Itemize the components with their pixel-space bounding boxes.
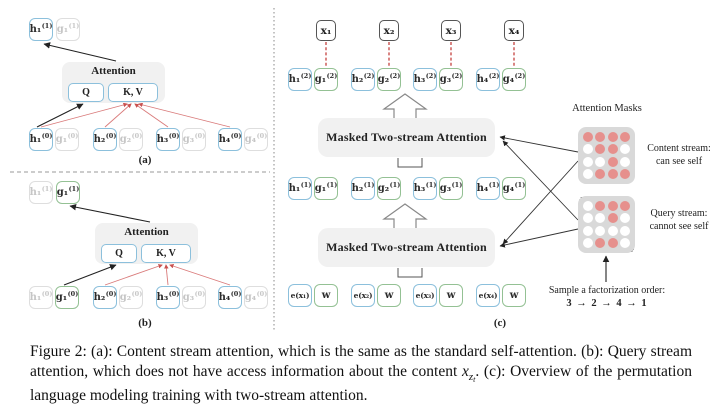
- mask-cell-blocked: [595, 226, 605, 236]
- node-h4-layer0-b: h₄ (0): [218, 286, 242, 309]
- mask-cell-attend: [608, 238, 618, 248]
- node-g3-layer2-c: g₃ (2): [439, 68, 463, 91]
- panel-c-label: (c): [493, 317, 507, 329]
- caption-math-x-zt: $x_{z_t}$: [461, 363, 476, 385]
- node-h4-layer1-c: h₄ (1): [476, 177, 500, 200]
- mask-cell-attend: [608, 157, 618, 167]
- mask-cell-blocked: [583, 169, 593, 179]
- node-h1-layer1-b: h₁ (1): [29, 181, 53, 204]
- mask-cell-blocked: [620, 238, 630, 248]
- node-h1-layer1-a: h₁ (1): [29, 18, 53, 41]
- attention-label-a: Attention: [91, 65, 136, 77]
- node-h3-layer0-a: h₃ (0): [156, 128, 180, 151]
- node-g1-layer2-c: g₁ (2): [314, 68, 338, 91]
- mask-cell-blocked: [620, 226, 630, 236]
- node-g3-layer0-a: g₃ (0): [182, 128, 206, 151]
- node-g2-layer0-a: g₂ (0): [119, 128, 143, 151]
- node-g4-layer0-b: g₄ (0): [244, 286, 268, 309]
- node-h4-layer2-c: h₄ (2): [476, 68, 500, 91]
- node-g1-layer0-b: g₁ (0): [55, 286, 79, 309]
- mask-cell-attend: [583, 132, 593, 142]
- node-h1-layer1-c: h₁ (1): [288, 177, 312, 200]
- node-h2-layer0-a: h₂ (0): [93, 128, 117, 151]
- panel-c-prediction-links: [326, 42, 514, 67]
- content-stream-mask: [578, 127, 635, 184]
- query-stream-mask: [578, 196, 635, 253]
- node-g2-layer1-c: g₂ (1): [377, 177, 401, 200]
- query-box-b: Q: [101, 244, 137, 263]
- node-g2-layer2-c: g₂ (2): [377, 68, 401, 91]
- mask-cell-attend: [595, 201, 605, 211]
- node-h2-layer2-c: h₂ (2): [351, 68, 375, 91]
- masked-two-stream-attention-lower: Masked Two-stream Attention: [318, 228, 495, 267]
- embedding-e-x2: e(x₂): [351, 284, 375, 307]
- node-g4-layer1-c: g₄ (1): [502, 177, 526, 200]
- weight-w-3: w: [439, 284, 463, 307]
- embedding-e-x3: e(x₃): [413, 284, 437, 307]
- mask-cell-blocked: [583, 213, 593, 223]
- mask-cell-attend: [595, 132, 605, 142]
- mask-cell-attend: [608, 132, 618, 142]
- mask-cell-blocked: [620, 157, 630, 167]
- node-h2-layer0-b: h₂ (0): [93, 286, 117, 309]
- mask-cell-attend: [608, 201, 618, 211]
- mask-cell-attend: [595, 169, 605, 179]
- node-g1-layer1-c: g₁ (1): [314, 177, 338, 200]
- figure-caption: [30, 342, 692, 406]
- mask-cell-blocked: [583, 238, 593, 248]
- node-h1-layer2-c: h₁ (2): [288, 68, 312, 91]
- factorization-order-note: Sample a factorization order: 3 → 2 → 4 → 1: [548, 285, 666, 309]
- node-h1-layer0-b: h₁ (0): [29, 286, 53, 309]
- node-h3-layer0-b: h₃ (0): [156, 286, 180, 309]
- mask-cell-blocked: [620, 144, 630, 154]
- attention-label-b: Attention: [124, 226, 169, 238]
- node-g4-layer0-a: g₄ (0): [244, 128, 268, 151]
- embedding-e-x4: e(x₄): [476, 284, 500, 307]
- token-x2: x₂: [379, 20, 399, 41]
- mask-cell-attend: [608, 144, 618, 154]
- panel-b-label: (b): [138, 317, 152, 329]
- node-h3-layer1-c: h₃ (1): [413, 177, 437, 200]
- mask-cell-blocked: [595, 213, 605, 223]
- mask-cell-blocked: [620, 213, 630, 223]
- token-x3: x₃: [441, 20, 461, 41]
- query-stream-mask-label: Query stream: cannot see self: [649, 208, 709, 232]
- node-g3-layer1-c: g₃ (1): [439, 177, 463, 200]
- panel-dividers: [10, 8, 274, 331]
- mask-cell-blocked: [583, 144, 593, 154]
- query-box-a: Q: [68, 83, 104, 102]
- mask-cell-blocked: [583, 157, 593, 167]
- mask-cell-attend: [620, 169, 630, 179]
- node-g4-layer2-c: g₄ (2): [502, 68, 526, 91]
- mask-cell-attend: [595, 238, 605, 248]
- caption-text-1: Figure 2: (a): Content stream attention, which is the same as the standard self-attention. (b): Query stream attention, which does not have access information about the content: [30, 343, 692, 381]
- caption-text-2: . (c): Overview of the permutation language modeling training with two-stream attention.: [30, 363, 692, 404]
- weight-w-2: w: [377, 284, 401, 307]
- attention-masks-title: Attention Masks: [572, 103, 642, 114]
- mask-cell-attend: [595, 144, 605, 154]
- node-h2-layer1-c: h₂ (1): [351, 177, 375, 200]
- masked-two-stream-attention-upper: Masked Two-stream Attention: [318, 118, 495, 157]
- mask-cell-blocked: [583, 226, 593, 236]
- weight-w-4: w: [502, 284, 526, 307]
- weight-w-1: w: [314, 284, 338, 307]
- factorization-order-sequence: 3 → 2 → 4 → 1: [566, 298, 648, 309]
- token-x1: x₁: [316, 20, 336, 41]
- key-value-box-a: K, V: [108, 83, 158, 102]
- node-g2-layer0-b: g₂ (0): [119, 286, 143, 309]
- mask-cell-blocked: [595, 157, 605, 167]
- node-g1-layer1-b: g₁ (1): [56, 181, 80, 204]
- node-h1-layer0-a: h₁ (0): [29, 128, 53, 151]
- node-g1-layer0-a: g₁ (0): [55, 128, 79, 151]
- node-h4-layer0-a: h₄ (0): [218, 128, 242, 151]
- mask-cell-blocked: [608, 226, 618, 236]
- node-g3-layer0-b: g₃ (0): [182, 286, 206, 309]
- node-g1-layer1-a: g₁ (1): [56, 18, 80, 41]
- mask-cell-attend: [608, 169, 618, 179]
- mask-cell-attend: [608, 213, 618, 223]
- layer-up-arrows: [384, 94, 426, 228]
- mask-cell-blocked: [583, 201, 593, 211]
- key-value-box-b: K, V: [141, 244, 191, 263]
- node-h3-layer2-c: h₃ (2): [413, 68, 437, 91]
- panel-a-label: (a): [138, 154, 152, 166]
- content-stream-mask-label: Content stream: can see self: [647, 143, 711, 167]
- mask-cell-attend: [620, 132, 630, 142]
- embedding-e-x1: e(x₁): [288, 284, 312, 307]
- token-x4: x₄: [504, 20, 524, 41]
- mask-cell-attend: [620, 201, 630, 211]
